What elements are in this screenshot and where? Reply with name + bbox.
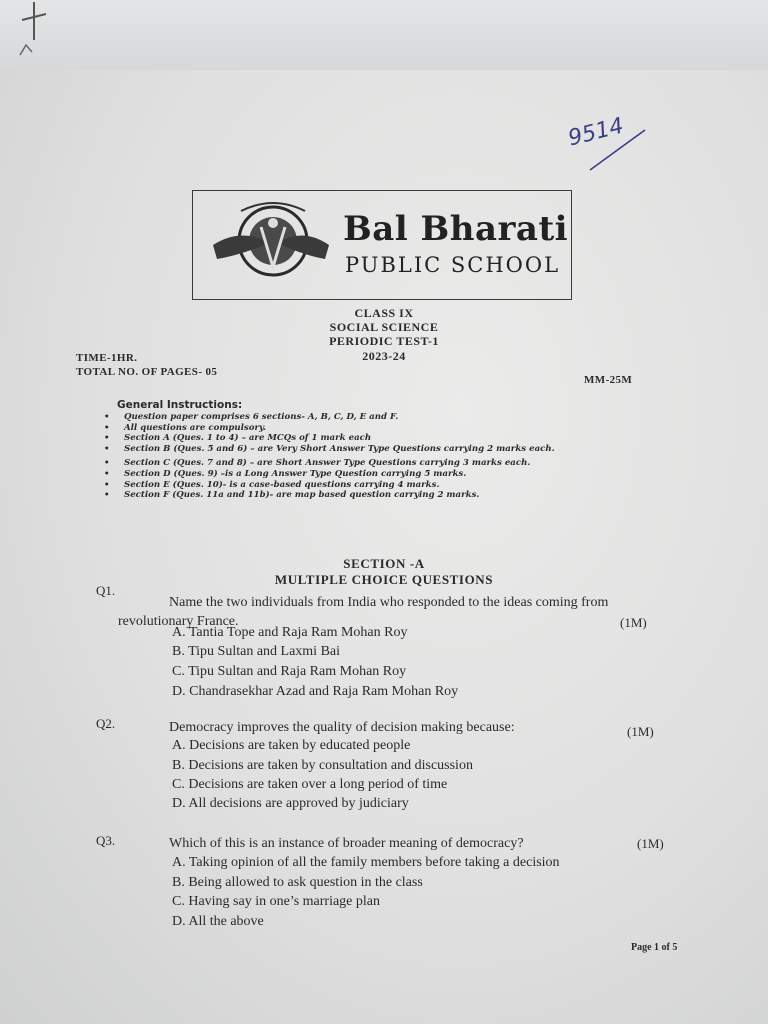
answer-option: B. Tipu Sultan and Laxmi Bai xyxy=(172,644,341,659)
paper-fold-top xyxy=(0,0,768,70)
answer-option: A. Taking opinion of all the family members before taking a decision xyxy=(172,855,560,870)
answer-option: C. Having say in one’s marriage plan xyxy=(172,894,381,909)
year-label: 2023-24 xyxy=(362,349,406,363)
max-marks-label: MM-25M xyxy=(584,374,633,386)
school-emblem-icon xyxy=(211,197,331,289)
subject-label: SOCIAL SCIENCE xyxy=(329,320,439,334)
answer-option: D. All the above xyxy=(172,914,264,929)
answer-option: A. Decisions are taken by educated people xyxy=(172,738,411,753)
instruction-item: • Section E (Ques. 10)- is a case-based questions carrying 4 marks. xyxy=(104,480,624,491)
question-number: Q1. xyxy=(96,583,116,598)
instruction-item: • All questions are compulsory. xyxy=(104,423,624,434)
instruction-item: • Section B (Ques. 5 and 6) – are Very Short Answer Type Questions carrying 2 marks each. xyxy=(104,444,624,455)
question-text: Name the two individuals from India who responded to the ideas coming from revolutionary France. xyxy=(118,595,609,629)
answer-option: C. Decisions are taken over a long period of time xyxy=(172,777,448,792)
time-label: TIME-1HR. xyxy=(76,352,138,364)
instruction-item: • Question paper comprises 6 sections- A, B, C, D, E and F. xyxy=(104,412,624,423)
section-title: SECTION -A xyxy=(343,556,425,571)
question-marks: (1M) xyxy=(620,615,647,630)
school-logo-banner xyxy=(192,190,572,300)
page-number: Page 1 of 5 xyxy=(631,942,678,953)
instructions-title: General Instructions: xyxy=(117,399,243,411)
instruction-item: • Section D (Ques. 9) –is a Long Answer Type Question carrying 5 marks. xyxy=(104,469,624,480)
answer-option: B. Decisions are taken by consultation and discussion xyxy=(172,758,473,773)
instructions-list xyxy=(104,412,624,501)
section-subtitle: MULTIPLE CHOICE QUESTIONS xyxy=(274,572,494,587)
instruction-item: • Section C (Ques. 7 and 8) – are Short Answer Type Questions carrying 3 marks each. xyxy=(104,458,624,469)
question-marks: (1M) xyxy=(637,836,664,851)
question-text: Which of this is an instance of broader meaning of democracy? xyxy=(169,836,524,851)
school-subtitle: PUBLIC SCHOOL xyxy=(345,253,561,277)
answer-option: D. Chandrasekhar Azad and Raja Ram Mohan Roy xyxy=(172,684,459,699)
test-label: PERIODIC TEST-1 xyxy=(329,334,439,348)
answer-option: B. Being allowed to ask question in the class xyxy=(172,875,423,890)
handwritten-stroke xyxy=(585,125,655,175)
answer-option: D. All decisions are approved by judiciary xyxy=(172,796,409,811)
question-number: Q2. xyxy=(96,716,116,731)
question-marks: (1M) xyxy=(627,724,654,739)
pen-mark-icon xyxy=(12,0,52,60)
question-text: Democracy improves the quality of decision making because: xyxy=(169,720,515,735)
answer-option: C. Tipu Sultan and Raja Ram Mohan Roy xyxy=(172,664,407,679)
total-pages-label: TOTAL NO. OF PAGES- 05 xyxy=(76,366,218,378)
answer-option: A. Tantia Tope and Raja Ram Mohan Roy xyxy=(172,625,408,640)
school-name: Bal Bharati xyxy=(343,209,569,249)
handwritten-roll-number: 9514 xyxy=(565,113,627,152)
class-label: CLASS IX xyxy=(354,306,414,320)
instruction-item: • Section A (Ques. 1 to 4) – are MCQs of 1 mark each xyxy=(104,433,624,444)
question-number: Q3. xyxy=(96,833,116,848)
instruction-item: • Section F (Ques. 11a and 11b)- are map based question carrying 2 marks. xyxy=(104,490,624,501)
